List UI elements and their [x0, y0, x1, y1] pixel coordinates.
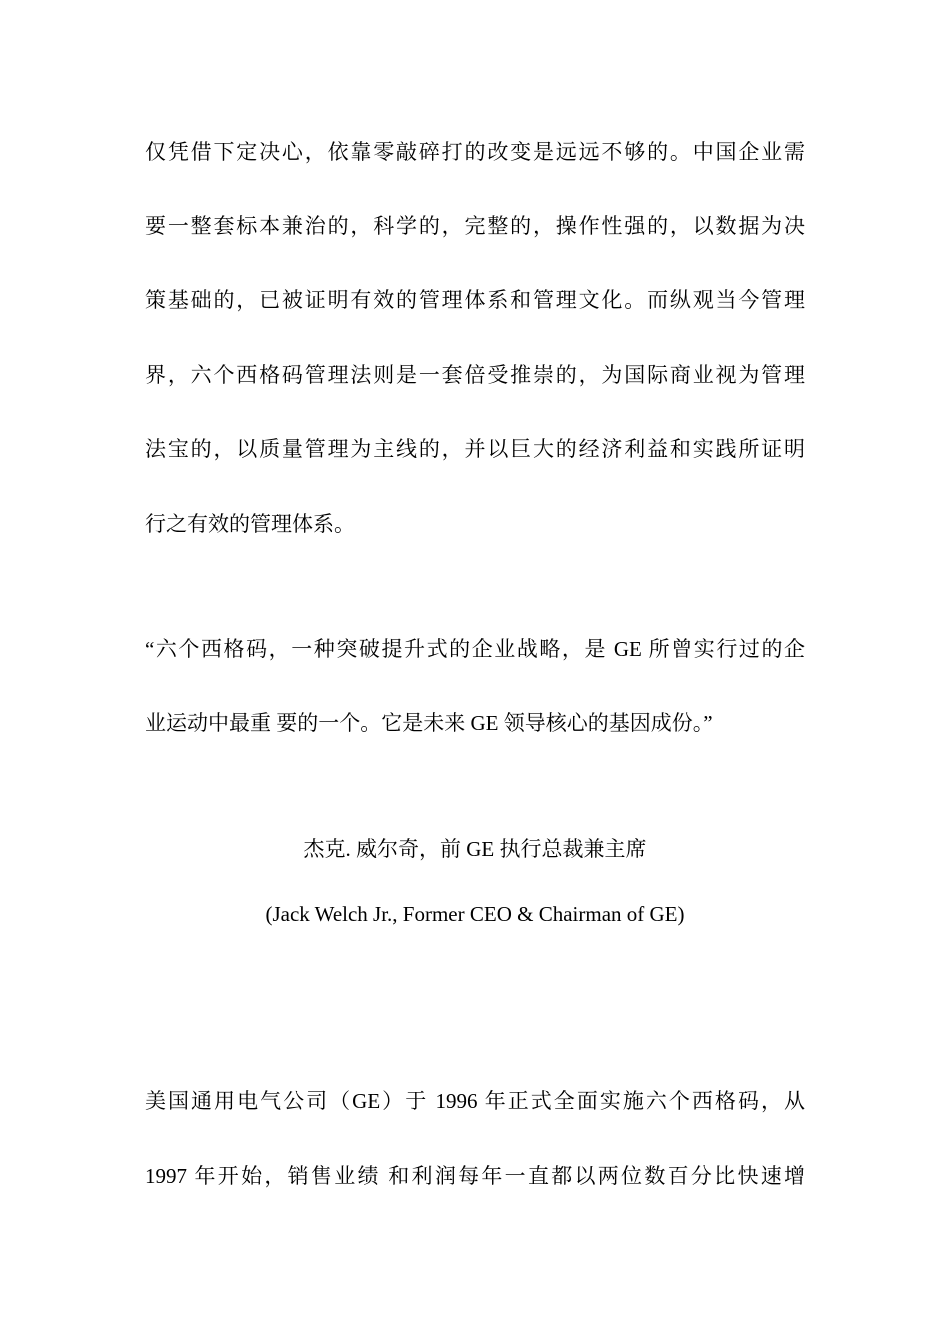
paragraph1-line-3: 策基础的，已被证明有效的管理体系和管理文化。而纵观当今管理 [145, 288, 805, 312]
paragraph1-line-4: 界，六个西格码管理法则是一套倍受推崇的，为国际商业视为管理 [145, 363, 805, 387]
paragraph1-line-5: 法宝的，以质量管理为主线的，并以巨大的经济利益和实践所证明 [145, 437, 805, 461]
attribution-english: (Jack Welch Jr., Former CEO & Chairman of GE) [265, 902, 685, 926]
quote-line-2: 业运动中最重 要的一个。它是未来 GE 领导核心的基因成份。” [145, 711, 713, 735]
paragraph1-line-6: 行之有效的管理体系。 [145, 512, 355, 536]
paragraph2-line-1: 美国通用电气公司（GE）于 1996 年正式全面实施六个西格码，从 [145, 1089, 805, 1113]
paragraph1-line-2: 要一整套标本兼治的，科学的，完整的，操作性强的，以数据为决 [145, 214, 805, 238]
attribution-chinese: 杰克. 威尔奇，前 GE 执行总裁兼主席 [303, 837, 647, 861]
paragraph2-line-2: 1997 年开始，销售业绩 和利润每年一直都以两位数百分比快速增 [145, 1164, 805, 1188]
quote-line-1: “六个西格码，一种突破提升式的企业战略，是 GE 所曾实行过的企 [145, 637, 805, 661]
paragraph1-line-1: 仅凭借下定决心，依靠零敲碎打的改变是远远不够的。中国企业需 [145, 140, 805, 164]
